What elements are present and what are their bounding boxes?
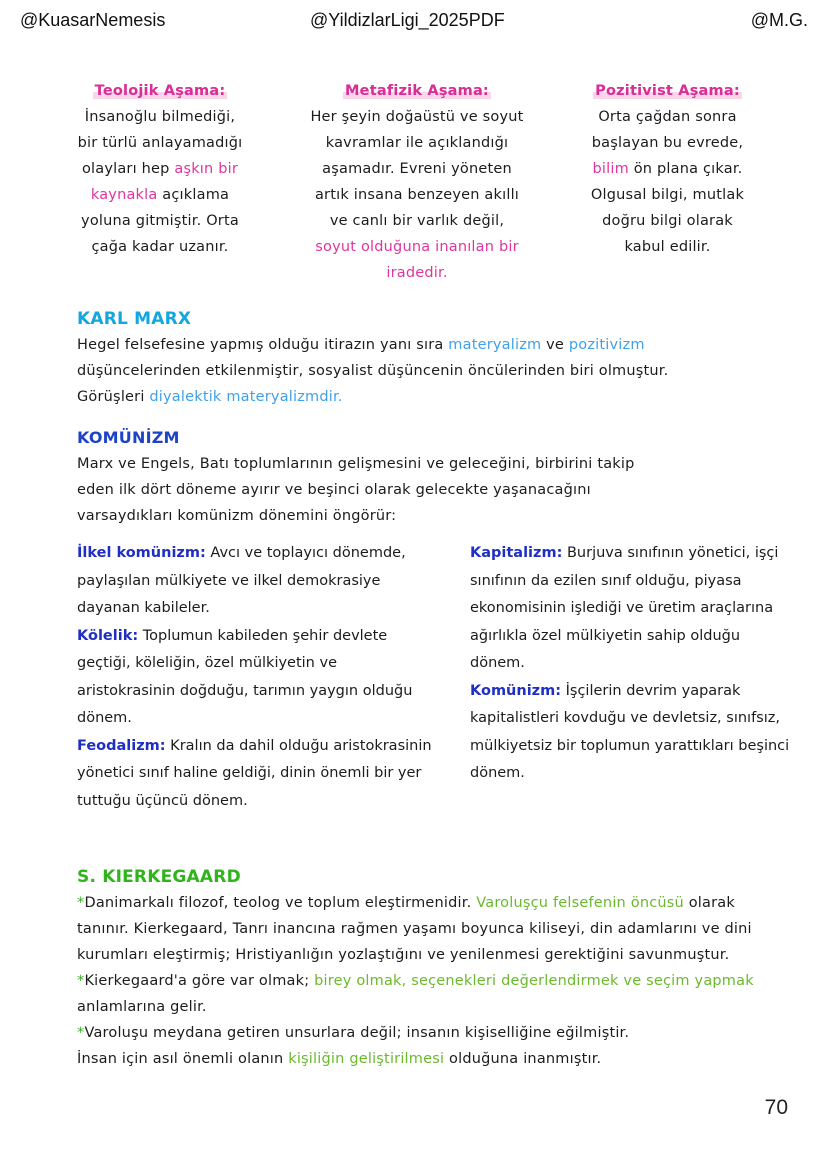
body-line: Hegel felsefesine yapmış olduğu itirazın yanı sıra materyalizm ve pozitivizm [77,337,645,353]
bullet-icon: * [77,895,85,911]
stage-teolojik-title: Teolojik Aşama: [94,83,226,99]
body-line: varsaydıkları komünizm dönemini öngörür: [77,508,397,524]
stage-text-line: aşamadır. Evreni yöneten [322,161,512,177]
stage-text-line: olayları hep aşkın bir [81,161,239,177]
highlight: Varoluşçu felsefenin öncüsü [476,895,684,911]
highlight: bilim [592,161,629,177]
kierkegaard-para-3: *Varoluşu meydana getiren unsurlara değil; insanın kişiselliğine eğilmiştir. İnsan için asıl önemli olanın kişiliğin geliştirilmesi olduğuna inanmıştır. [77,1025,630,1067]
karl-marx-heading: KARL MARX [77,309,192,329]
stage-pozitivist-title: Pozitivist Aşama: [595,83,740,99]
stage-text-line: kabul edilir. [624,239,711,255]
stage-pozitivist [565,78,770,260]
kierkegaard-para-2: *Kierkegaard'a göre var olmak; birey olmak, seçenekleri değerlendirmek ve seçim yapmak anlamlarına gelir. [77,973,754,1015]
era-ilkel-komunizm: İlkel komünizm: Avcı ve toplayıcı dönemde, paylaşılan mülkiyete ve ilkel demokrasiye dayanan kabileler. [77,545,406,616]
kierkegaard-para-1: *Danimarkalı filozof, teolog ve toplum eleştirmenidir. Varoluşçu felsefenin öncüsü olarak tanınır. Kierkegaard, Tanrı inancına rağmen yaşamı boyunca kiliseyi, din adamlarını ve dini kurumları eleştirmiş; Hristiyanlığın yozlaştığını ve yenilenmesi gerektiğini savunmuştur. [77,895,752,963]
highlight: soyut olduğuna inanılan bir [315,239,519,255]
komunizm-heading: KOMÜNİZM [77,428,180,447]
header-right-handle: @M.G. [750,10,808,30]
stage-metafizik-title: Metafizik Aşama: [345,83,489,99]
bullet-icon: * [77,973,85,989]
stage-text-line: bilim ön plana çıkar. [592,161,743,177]
page-number: 70 [764,1096,788,1119]
stage-text-line: doğru bilgi olarak [602,213,733,229]
highlight: materyalizm [448,337,542,353]
highlight: iradedir. [386,265,448,281]
stage-text-line: Olgusal bilgi, mutlak [590,187,745,203]
stage-teolojik [55,78,265,260]
era-feodalizm: Feodalizm: Kralın da dahil olduğu aristokrasinin yönetici sınıf haline geldiği, dinin önemli bir yer tuttuğu üçüncü dönem. [77,737,432,809]
stage-metafizik [282,78,552,286]
bullet-icon: * [77,1025,85,1041]
header-center-handle: @YildizlarLigi_2025PDF [310,10,505,30]
era-kapitalizm: Kapitalizm: Burjuva sınıfının yönetici, işçi sınıfının da ezilen sınıf olduğu, piyasa ekonomisinin işlediği ve üretim araçlarına ağırlıkla özel mülkiyetin sahip olduğu dönem. [470,545,779,671]
body-line: Marx ve Engels, Batı toplumlarının gelişmesini ve geleceğini, birbirini takip [77,456,635,472]
stage-text-line: Her şeyin doğaüstü ve soyut [310,109,524,125]
header-left-handle: @KuasarNemesis [20,10,166,30]
highlight: kaynakla [90,187,158,203]
highlight: kişiliğin geliştirilmesi [288,1051,445,1067]
stage-text-line: başlayan bu evrede, [591,135,744,151]
kierkegaard-heading: S. KIERKEGAARD [77,867,241,887]
stage-text-line: kaynakla açıklama [90,187,230,203]
stage-text-line: kavramlar ile açıklandığı [325,135,509,151]
section-komunizm [77,425,777,529]
eras-left-column [77,540,437,815]
body-line: Görüşleri diyalektik materyalizmdir. [77,389,343,405]
highlight: aşkın bir [174,161,239,177]
highlight: birey olmak, seçenekleri değerlendirmek ve seçim yapmak [314,973,754,989]
highlight: pozitivizm [568,337,645,353]
section-kierkegaard [77,864,789,1072]
body-line: eden ilk dört döneme ayırır ve beşinci olarak gelecekte yaşanacağını [77,482,591,498]
stage-text-line: İnsanoğlu bilmediği, [84,109,236,125]
stage-text-line: Orta çağdan sonra [598,109,737,125]
highlight: diyalektik materyalizmdir. [149,389,343,405]
era-komunizm: Komünizm: İşçilerin devrim yaparak kapitalistleri kovduğu ve devletsiz, sınıfsız, mülkiyetsiz bir toplumun yarattıkları beşinci dönem. [470,682,790,781]
eras-right-column [470,540,790,788]
stage-text-line: artık insana benzeyen akıllı [314,187,520,203]
stage-text-line: yoluna gitmiştir. Orta [81,213,239,229]
stage-text-line: çağa kadar uzanır. [91,239,229,255]
body-line: düşüncelerinden etkilenmiştir, sosyalist düşüncenin öncülerinden biri olmuştur. [77,363,669,379]
stage-text-line: bir türlü anlayamadığı [77,135,243,151]
stage-text-line: ve canlı bir varlık değil, [329,213,505,229]
era-kolelik: Kölelik: Toplumun kabileden şehir devlete geçtiği, köleliğin, özel mülkiyetin ve aristokrasinin doğduğu, tarımın yaygın olduğu dönem. [77,627,413,726]
section-karl-marx [77,306,777,410]
